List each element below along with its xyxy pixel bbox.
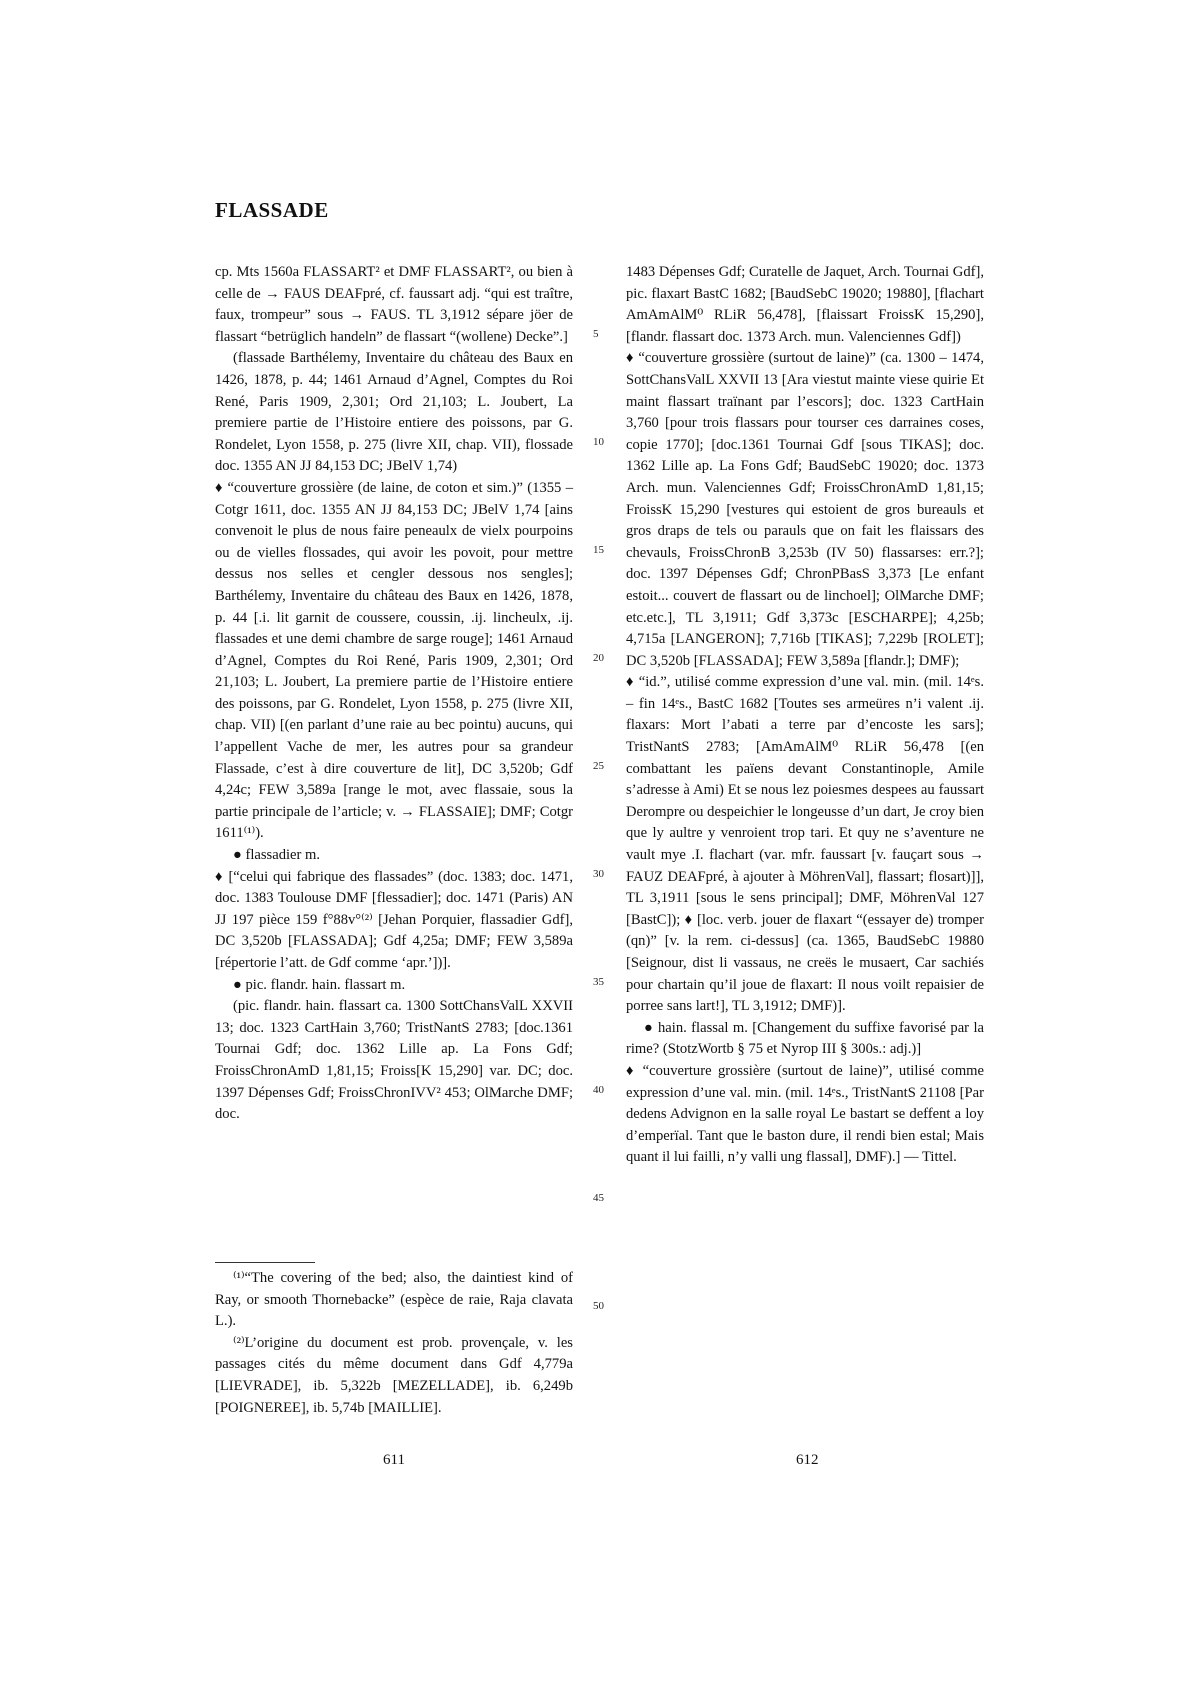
line-number: 45 bbox=[593, 1192, 604, 1204]
right-subentry-flassal: ● hain. flassal m. [Changement du suffixe favorisé par la rime? (StotzWortb § 75 et Nyrop III § 300s.: adj.)] bbox=[626, 1019, 984, 1058]
left-para-3: ♦ “couverture grossière (de laine, de coton et sim.)” (1355 – Cotgr 1611, doc. 1355 AN JJ 84,153 DC; JBelV 1,74 [ains convenoit le plus de nous faire peneaulx de vielx pourpoins ou de vielles flossades, qui avoir les povoit, pour mettre dessus nos selles et cengler dessous nos sengles]; Barthélemy, Inventaire du château des Baux en 1426, 1878, p. 44 [.i. lit garnit de coussere, coussin, .ij. lincheulx, .ij. flassades et une demi chambre de sarge rouge]; 1461 Arnaud d’Agnel, Comptes du Roi René, Paris 1909, 2,301; Ord 21,103; L. Joubert, La premiere partie de l’Histoire entiere des poissons, par G. Rondelet, Lyon 1558, p. 275 (livre XII, chap. VII) [(en parlant d’une raie au bec pointu) aucuns, qui l’appellent Vache de mer, les autres pour sa grandeur Flassade, c’est à dire couverture de lit], DC 3,520b; Gdf 4,24c; FEW 3,589a [range le mot, avec flassaie, sous la partie principale de l’article; v. → FLASSAIE]; DMF; Cotgr 1611⁽¹⁾). bbox=[215, 479, 573, 842]
line-number: 50 bbox=[593, 1300, 604, 1312]
right-para-3: ♦ “id.”, utilisé comme expression d’une val. min. (mil. 14ᵉs. – fin 14ᵉs., BastC 1682 [Toutes ses armeüres n’i valent .ij. flaxars: Mort l’abati a terre par d’encoste les sars]; TristNantS 2783; [AmAmAlM⁰ RLiR 56,478 [(en combattant les païens devant Constantinople, Amile s’adresse à Ami) Et se nous lez poiesmes despees au faussart Derompre ou despeichier le longeusse d’un dart, Je croy bien que ly aultre y venroient trop tari. Et quy ne s’aventure ne vault mye .I. flachart (var. mfr. faussart [v. fauçart sous → FAUZ DEAFpré, à ajouter à MöhrenVal], flassart; flosart)]], TL 3,1911 [sous le sens principal]; DMF, MöhrenVal 127 [BastC]); ♦ [loc. verb. jouer de flaxart “(essayer de) tromper (qn)” [v. la rem. ci-dessus] (ca. 1365, BaudSebC 19880 [Seignour, dist li vassaus, ne creës le musaert, Car sachiés pour chartain qu’il joue de flaxart: Il nous voilt repaisier de porree sans lart!], TL 3,1912; DMF)]. bbox=[626, 674, 984, 1015]
line-number: 25 bbox=[593, 760, 604, 772]
line-number: 40 bbox=[593, 1084, 604, 1096]
left-column bbox=[215, 262, 573, 1126]
line-number: 15 bbox=[593, 544, 604, 556]
right-para-2: ♦ “couverture grossière (surtout de laine)” (ca. 1300 – 1474, SottChansValL XXVII 13 [Ara viestut mainte viese quirie Et maint flassart traïnant par l’escors]; doc. 1323 CartHain 3,760 [pour trois flassars pour tourser ces darraines coses, copie 1770]; [doc.1361 Tournai Gdf [sous TIKAS]; doc. 1362 Lille ap. La Fons Gdf; BaudSebC 19020; doc. 1373 Arch. mun. Valenciennes Gdf; FroissChronAmD 1,81,15; FroissK 15,290 [vestures qui estoient de gros bureauls et gros draps de tels ou parauls que on fait les flaissars des chevauls, FroissChronB 3,253b (IV 50) flassarses: err.?]; doc. 1397 Dépenses Gdf; ChronPBasS 3,373 [Le enfant estoit... couvert de flassart ou de linchoel]; OlMarche DMF; etc.etc.], TL 3,1911; Gdf 3,373c [ESCHARPE]; 4,25b; 4,715a [LANGERON]; 7,716b [TIKAS]; 7,229b [ROLET]; DC 3,520b [FLASSADA]; FEW 3,589a [flandr.]; DMF); bbox=[626, 350, 984, 669]
left-para-5: ♦ [“celui qui fabrique des flassades” (doc. 1383; doc. 1471, doc. 1383 Toulouse DMF [flessadier]; doc. 1471 (Paris) AN JJ 197 pièce 159 f°88v°⁽²⁾ [Jehan Porquier, flassadier Gdf], DC 3,520b [FLASSADA]; Gdf 4,25a; DMF; FEW 3,589a [répertorie l’att. de Gdf comme ‘apr.’])]. bbox=[215, 868, 573, 971]
line-number: 30 bbox=[593, 868, 604, 880]
line-number: 10 bbox=[593, 436, 604, 448]
line-number: 20 bbox=[593, 652, 604, 664]
line-number: 35 bbox=[593, 976, 604, 988]
page-heading: FLASSADE bbox=[215, 198, 329, 222]
footnote-divider bbox=[215, 1262, 315, 1263]
page-number-left: 611 bbox=[383, 1452, 405, 1468]
left-subentry-flassart: ● pic. flandr. hain. flassart m. bbox=[233, 976, 406, 993]
left-subentry-flassadier: ● flassadier m. bbox=[233, 847, 321, 864]
right-para-1: 1483 Dépenses Gdf; Curatelle de Jaquet, Arch. Tournai Gdf], pic. flaxart BastC 1682; [BaudSebC 19020; 19880], [flachart AmAmAlM⁰ RLiR 56,478], [flaissart FroissK 15,290], [flandr. flassart doc. 1373 Arch. mun. Valenciennes Gdf]) bbox=[626, 264, 984, 345]
left-para-7: (pic. flandr. hain. flassart ca. 1300 SottChansValL XXVII 13; doc. 1323 CartHain 3,760; TristNantS 2783; [doc.1361 Tournai Gdf; doc. 1362 Lille ap. La Fons Gdf; FroissChronAmD 1,81,15; Froiss[K 15,290] var. DC; doc. 1397 Dépenses Gdf; FroissChronIVV² 453; OlMarche DMF; doc. bbox=[215, 998, 573, 1123]
line-number: 5 bbox=[593, 328, 599, 340]
right-column bbox=[626, 262, 984, 1169]
right-para-5: ♦ “couverture grossière (surtout de laine)”, utilisé comme expression d’une val. min. (mil. 14ᵉs., TristNantS 21108 [Par dedens Advignon en la salle royal Le bastart se deffent a loy d’emperïal. Tant que le baston dure, il rendi bien estal; Mais quant il lui failli, n’y valli ung flassal], DMF).] — Tittel. bbox=[626, 1062, 984, 1166]
page-number-right: 612 bbox=[796, 1452, 819, 1468]
left-para-2: (flassade Barthélemy, Inventaire du château des Baux en 1426, 1878, p. 44; 1461 Arnaud d’Agnel, Comptes du Roi René, Paris 1909, 2,301; Ord 21,103; L. Joubert, La premiere partie de l’Histoire entiere des poissons, par G. Rondelet, Lyon 1558, p. 275 (livre XII, chap. VII), flossade doc. 1355 AN JJ 84,153 DC; JBelV 1,74) bbox=[215, 350, 573, 475]
footnotes bbox=[215, 1268, 573, 1419]
footnote-1: ⁽¹⁾“The covering of the bed; also, the daintiest kind of Ray, or smooth Thornebacke” (espèce de raie, Raja clavata L.). bbox=[215, 1270, 573, 1330]
footnote-2: ⁽²⁾L’origine du document est prob. provençale, v. les passages cités du même document dans Gdf 4,779a [LIEVRADE], ib. 5,322b [MEZELLADE], ib. 6,249b [POIGNEREE], ib. 5,74b [MAILLIE]. bbox=[215, 1334, 573, 1416]
left-para-1: cp. Mts 1560a FLASSART² et DMF FLASSART², ou bien à celle de → FAUS DEAFpré, cf. faussart adj. “qui est traître, faux, trompeur” sous → FAUS. TL 3,1912 sépare jöer de flassart “betrüglich handeln” de flassart “(wollene) Decke”.] bbox=[215, 264, 573, 345]
